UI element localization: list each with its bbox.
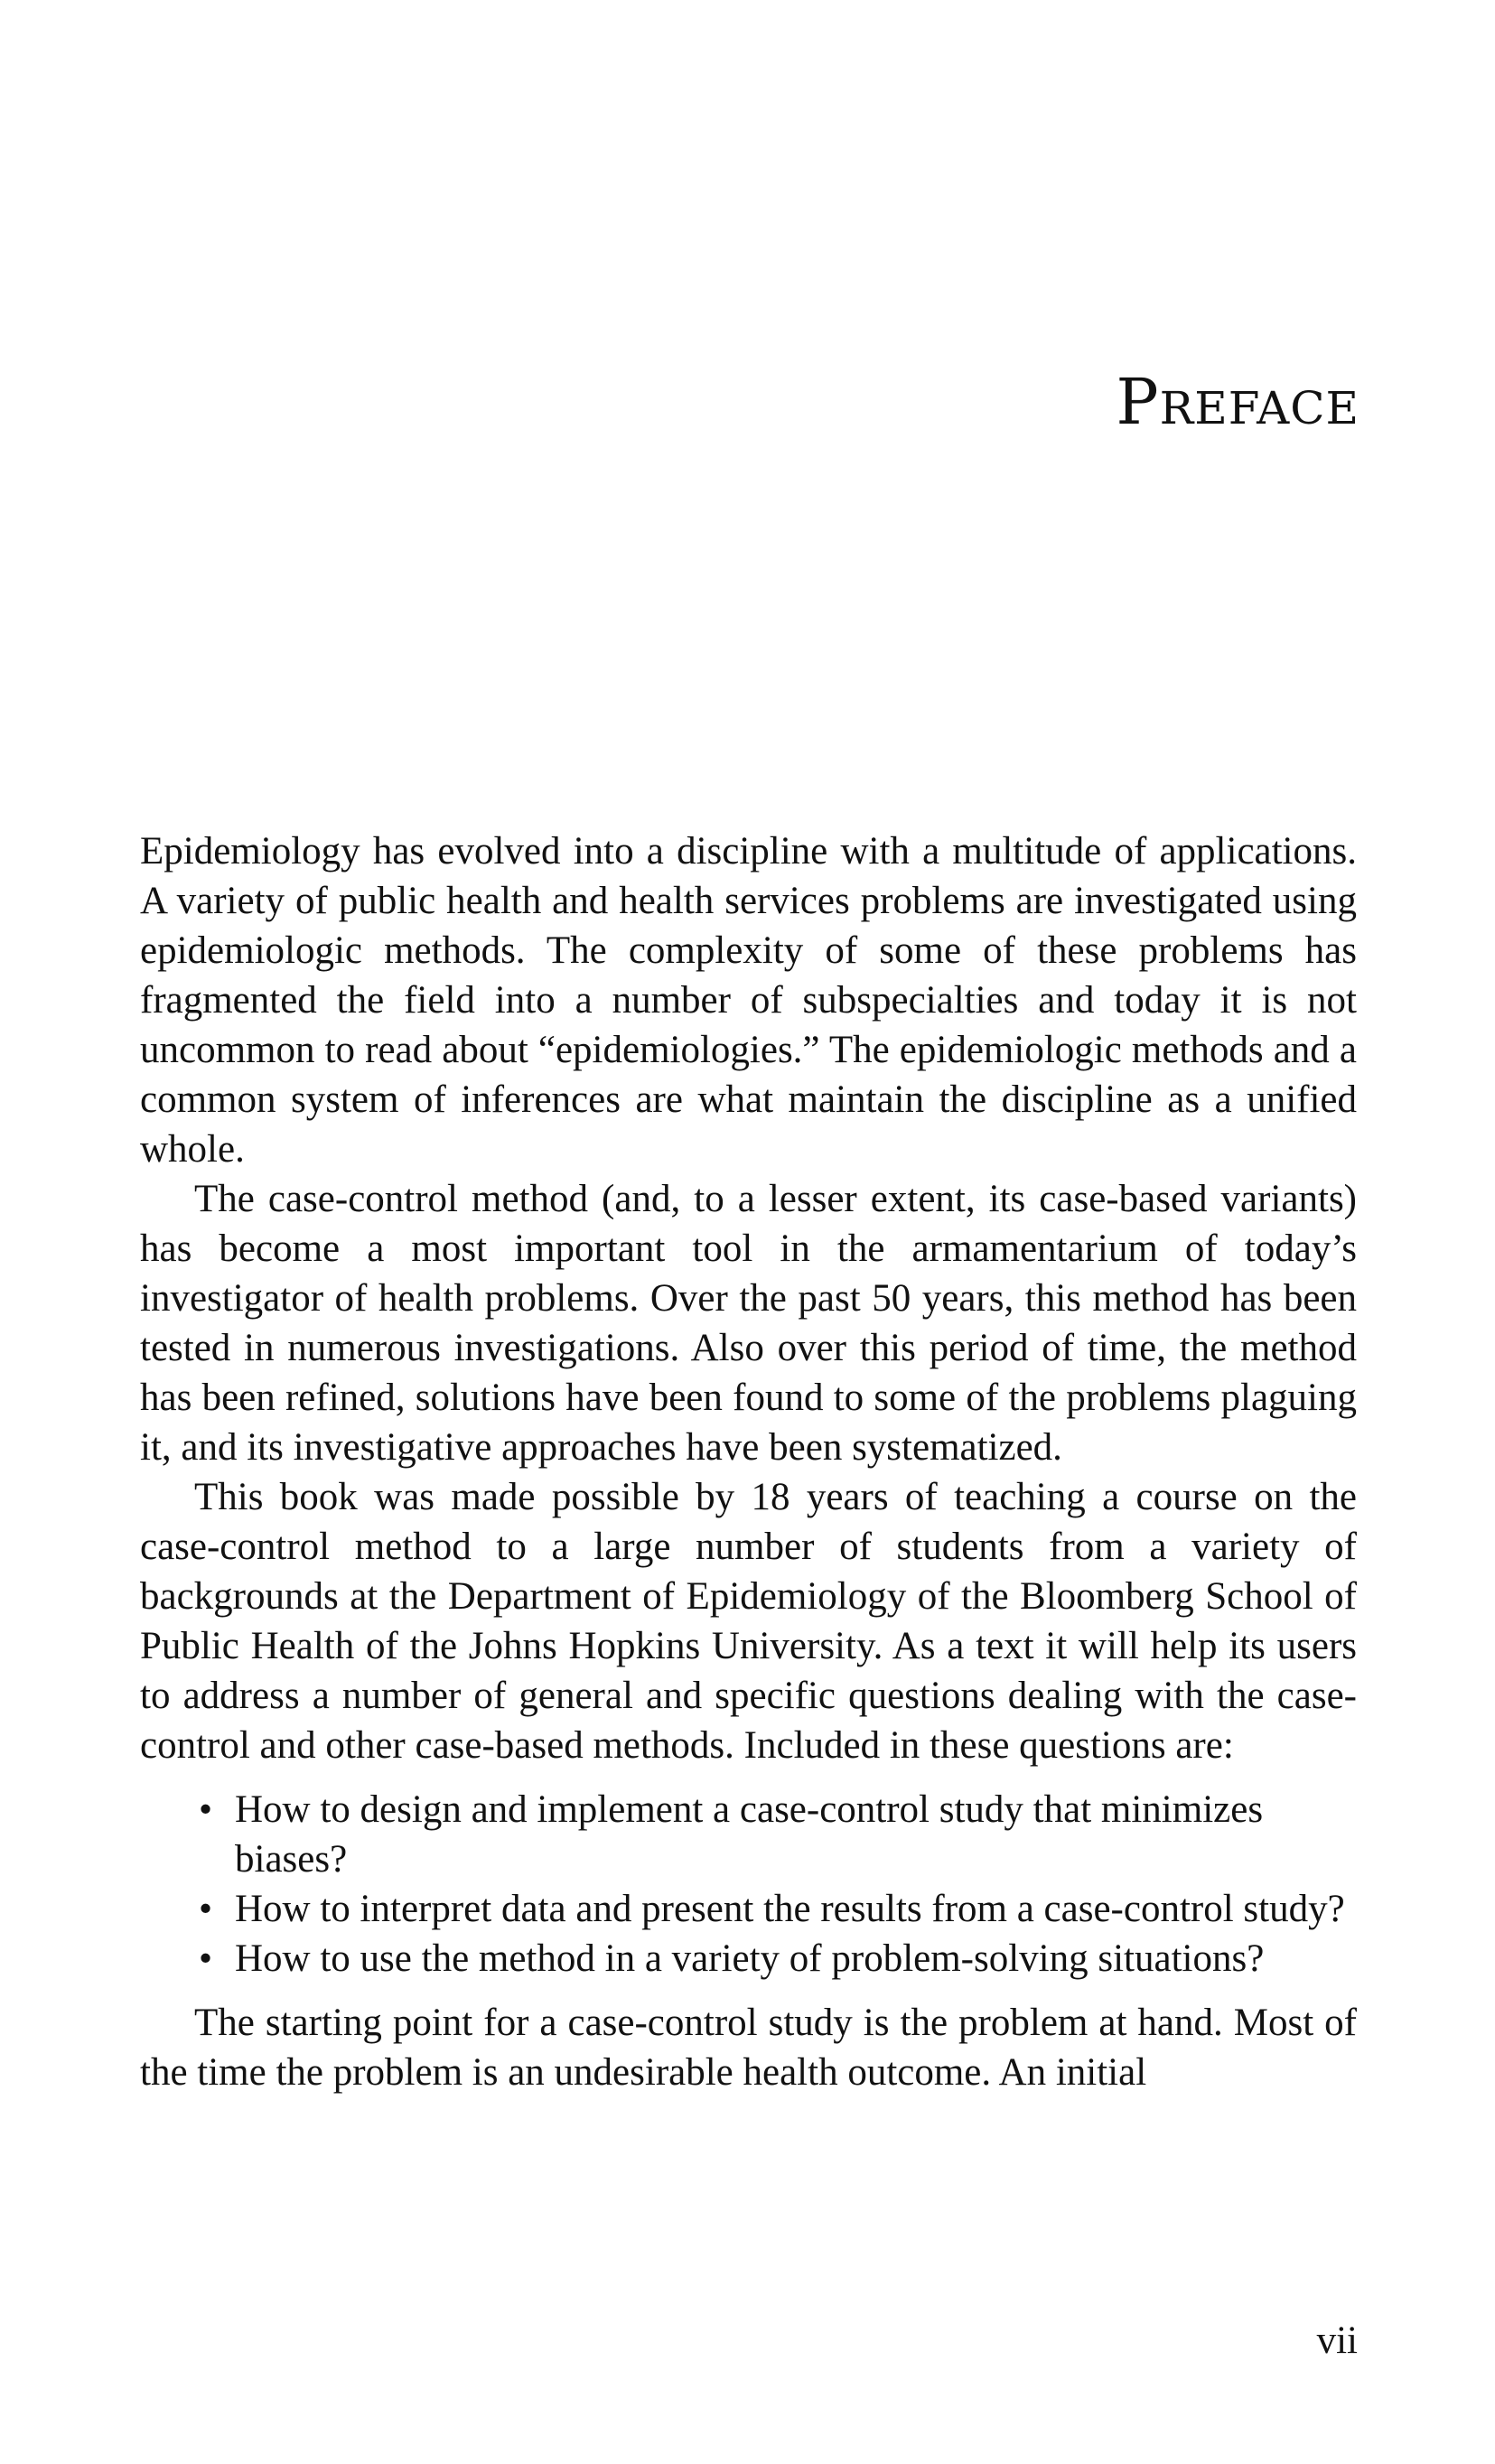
list-item-text: How to interpret data and present the results from a case-control study? xyxy=(235,1888,1345,1930)
paragraph-book-origin: This book was made possible by 18 years of teaching a course on the case-control method to a large number of students from a variety of backgrounds at the Department of Epidemiology of the Bloomberg School of Public Health of the Johns Hopkins University. As a text it will help its users to address a number of general and specific questions dealing with the case-control and other case-based methods. Included in these questions are: xyxy=(140,1476,1357,1767)
list-item-text: How to design and implement a case-control study that minimizes biases? xyxy=(235,1788,1264,1881)
paragraph-starting-point: The starting point for a case-control study is the problem at hand. Most of the time the problem is an undesirable health outcome. An initial xyxy=(140,2002,1357,2094)
title-rest: REFACE xyxy=(1159,382,1360,434)
page-number: vii xyxy=(1316,2319,1358,2362)
question-list xyxy=(140,1785,1357,1983)
list-item xyxy=(199,1785,1357,1884)
list-item-text: How to use the method in a variety of problem-solving situations? xyxy=(235,1937,1265,1980)
bullet-icon: • xyxy=(199,1937,213,1980)
list-item xyxy=(199,1884,1357,1934)
body-text xyxy=(140,826,1357,2097)
bullet-icon: • xyxy=(199,1888,213,1930)
bullet-icon: • xyxy=(199,1788,213,1831)
list-item xyxy=(199,1934,1357,1983)
paragraph-intro: Epidemiology has evolved into a discipline with a multitude of applications. A variety of public health and health services problems are investigated using epidemiologic methods. The complexity of some of these problems has fragmented the field into a number of subspecialties and today it is not uncommon to read about “epidemiologies.” The epidemiologic methods and a common system of inferences are what maintain the discipline as a unified whole. xyxy=(140,830,1357,1171)
paragraph-case-control: The case-control method (and, to a lesser extent, its case-based variants) has become a most important tool in the armamentarium of today’s investigator of health problems. Over the past 50 years, this method has been tested in numerous investigations. Also over this period of time, the method has been refined, solutions have been found to some of the problems plaguing it, and its investigative approaches have been systematized. xyxy=(140,1178,1357,1469)
title-initial: P xyxy=(1116,365,1160,439)
page-title xyxy=(1116,365,1360,439)
